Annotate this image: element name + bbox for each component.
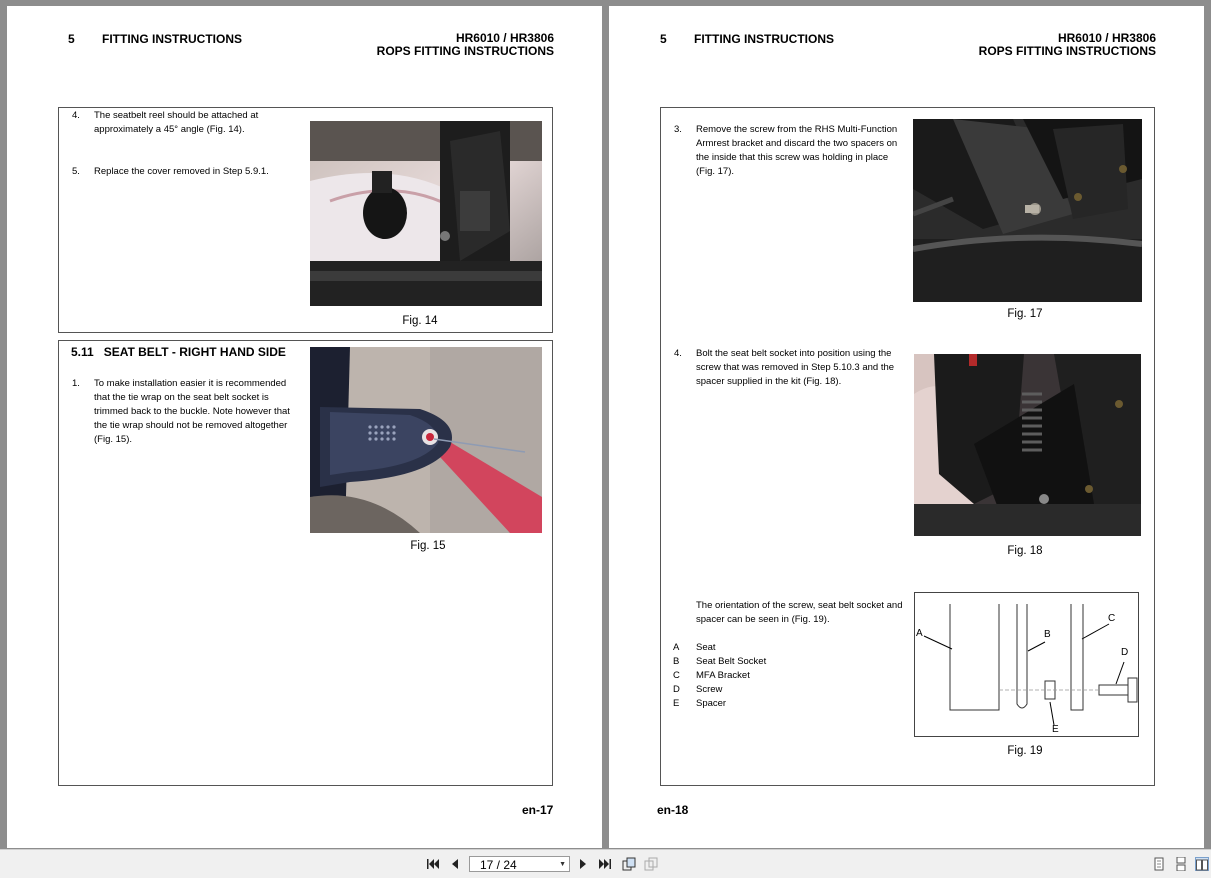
section-number: 5 xyxy=(660,32,667,46)
diagram-label-d: D xyxy=(1121,647,1129,658)
page-number: en-17 xyxy=(522,803,554,817)
step-number: 3. xyxy=(674,124,682,135)
step-number: 4. xyxy=(72,110,80,121)
step-text: The seatbelt reel should be attached at approximately a 45° angle (Fig. 14). xyxy=(94,110,259,135)
doc-title: ROPS FITTING INSTRUCTIONS xyxy=(978,44,1156,58)
legend-key: B xyxy=(673,656,680,667)
page-number: en-18 xyxy=(657,803,689,817)
page-right xyxy=(609,6,1204,848)
next-page-icon[interactable] xyxy=(576,857,590,871)
header-right xyxy=(377,32,554,58)
legend-label: Seat Belt Socket xyxy=(696,656,767,667)
viewer-toolbar xyxy=(0,849,1211,878)
fig15-caption: Fig. 15 xyxy=(410,540,446,552)
fig17-photo xyxy=(913,119,1142,302)
model-name: HR6010 / HR3806 xyxy=(455,31,554,45)
step-number: 4. xyxy=(674,348,682,359)
fig14-caption: Fig. 14 xyxy=(402,315,438,327)
legend-label: MFA Bracket xyxy=(696,670,750,681)
legend-label: Screw xyxy=(696,684,723,695)
legend-label: Spacer xyxy=(696,698,727,709)
legend-key: C xyxy=(673,670,680,681)
fig19-caption: Fig. 19 xyxy=(1007,745,1043,757)
legend-key: A xyxy=(673,642,680,653)
fit-icon[interactable] xyxy=(644,857,658,871)
last-page-icon[interactable] xyxy=(598,857,612,871)
chevron-down-icon: ▼ xyxy=(559,861,566,868)
page-left xyxy=(7,6,602,848)
diagram-label-c: C xyxy=(1108,613,1116,624)
diagram-label-a: A xyxy=(916,628,923,639)
step-text: Remove the screw from the RHS Multi-Function Armrest bracket and discard the two spacers on the inside that this screw was holding in place (Fig. 17). xyxy=(696,124,898,177)
diagram-label-e: E xyxy=(1052,724,1059,735)
first-page-icon[interactable] xyxy=(426,857,440,871)
diagram-label-b: B xyxy=(1044,629,1051,640)
step-number: 5. xyxy=(72,166,80,177)
fig15-photo xyxy=(310,347,542,533)
section-number: 5 xyxy=(68,32,75,46)
fig19-diagram xyxy=(914,592,1139,737)
orientation-text: The orientation of the screw, seat belt socket and spacer can be seen in (Fig. 19). xyxy=(696,600,903,625)
header-right xyxy=(979,32,1156,58)
fig18-caption: Fig. 18 xyxy=(1007,545,1043,557)
fig14-photo xyxy=(310,121,542,306)
section-title: FITTING INSTRUCTIONS xyxy=(102,32,242,46)
continuous-view-icon[interactable] xyxy=(1174,857,1188,871)
section-title: FITTING INSTRUCTIONS xyxy=(694,32,834,46)
step-number: 1. xyxy=(72,378,80,389)
model-name: HR6010 / HR3806 xyxy=(1057,31,1156,45)
prev-page-icon[interactable] xyxy=(448,857,462,871)
step-text: Replace the cover removed in Step 5.9.1. xyxy=(94,166,269,177)
section-heading: 5.11 SEAT BELT - RIGHT HAND SIDE xyxy=(71,345,286,359)
facing-view-icon[interactable] xyxy=(1195,857,1209,871)
step-text: To make installation easier it is recommended that the tie wrap on the seat belt socket is trimmed back to the buckle. Note however that the tie wrap should not be removed altogether (Fig. 15). xyxy=(94,378,290,445)
page-indicator: 17 / 24 xyxy=(480,858,517,872)
fig18-photo xyxy=(914,354,1141,536)
doc-title: ROPS FITTING INSTRUCTIONS xyxy=(376,44,554,58)
page-selector[interactable] xyxy=(469,856,570,872)
rotate-icon[interactable] xyxy=(622,857,636,871)
legend-key: E xyxy=(673,698,680,709)
step-text: Bolt the seat belt socket into position using the screw that was removed in Step 5.10.3 and the spacer supplied in the kit (Fig. 18). xyxy=(696,348,895,387)
legend-label: Seat xyxy=(696,642,716,653)
single-page-view-icon[interactable] xyxy=(1152,857,1166,871)
fig17-caption: Fig. 17 xyxy=(1007,308,1043,320)
legend-key: D xyxy=(673,684,680,695)
